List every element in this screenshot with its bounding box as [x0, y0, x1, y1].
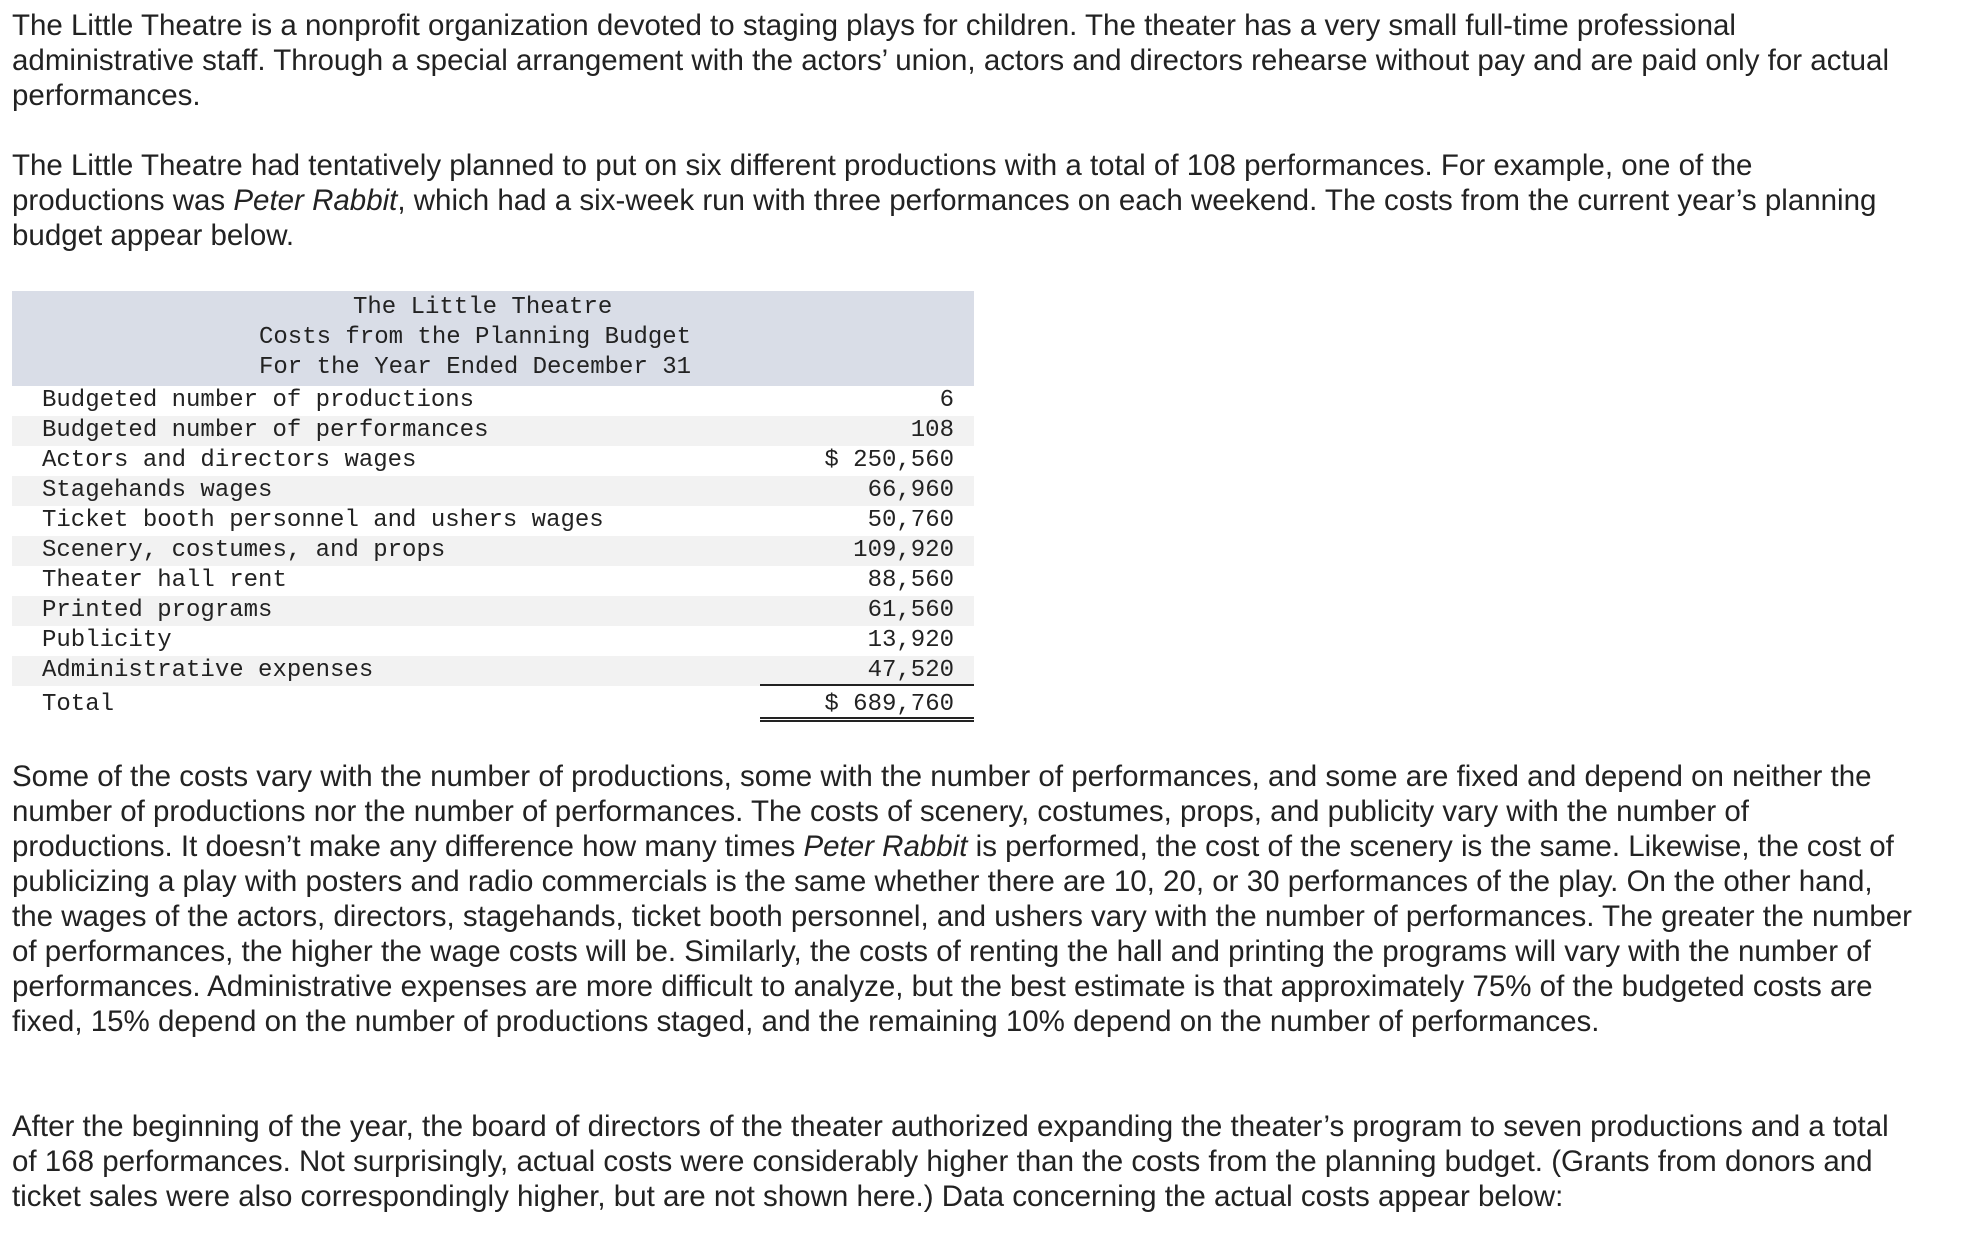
budget-row-value: 50,760: [867, 507, 954, 534]
actual-costs-paragraph: After the beginning of the year, the board of directors of the theater authorized expanding the theater’s program to seven productions and a total of 168 performances. Not surprisingly, actual costs were considerably higher than the costs from the planning budget. (Grants from donors and ticket sales were also correspondingly higher, but are not shown here.) Data concerning the actual costs appear below:: [12, 1110, 1889, 1213]
budget-row-label: Actors and directors wages: [42, 447, 417, 474]
budget-row-value: 13,920: [867, 627, 954, 654]
budget-row-value: 108: [910, 417, 954, 444]
play-title-peter-rabbit: Peter Rabbit: [233, 184, 398, 217]
cost-behavior-text-2: is performed, the cost of the scenery is the same. Likewise, the cost of publicizing a play with posters and radio commercials is the same whether there are 10, 20, or 30 performances of the play. On the other hand, the wages of the actors, directors, stagehands, ticket booth personnel, and ushers vary with the number of performances. The greater the number of performances, the higher the wage costs will be. Similarly, the costs of renting the hall and printing the programs will vary with the number of performances. Administrative expenses are more difficult to analyze, but the best estimate is that approximately 75% of the budgeted costs are fixed, 15% depend on the number of productions staged, and the remaining 10% depend on the number of performances.: [12, 830, 1912, 1038]
budget-row-theater-hall-rent: [12, 566, 974, 596]
budget-row-value: 61,560: [867, 597, 954, 624]
intro-paragraph: The Little Theatre is a nonprofit organization devoted to staging plays for children. The theater has a very small full-time professional administrative staff. Through a special arrangement with the actors’ union, actors and directors rehearse without pay and are paid only for actual performances.: [12, 9, 1890, 112]
budget-row-administrative-expenses: [12, 656, 974, 686]
planning-paragraph-text-2: , which had a six-week run with three performances on each weekend. The costs from the current year’s planning budget appear below.: [12, 184, 1877, 252]
planning-paragraph: [12, 148, 1912, 253]
planning-budget-table: [12, 291, 974, 722]
budget-row-label: Budgeted number of productions: [42, 387, 475, 414]
budget-row-productions: [12, 386, 974, 416]
budget-row-scenery-costumes-props: [12, 536, 974, 566]
play-title-peter-rabbit: Peter Rabbit: [803, 830, 968, 863]
budget-row-label: Stagehands wages: [42, 477, 273, 504]
budget-row-value: 47,520: [760, 656, 974, 686]
budget-title-line-3: For the Year Ended December 31: [259, 354, 692, 381]
budget-row-label: Printed programs: [42, 597, 273, 624]
budget-row-label: Ticket booth personnel and ushers wages: [42, 507, 604, 534]
budget-row-actors-directors-wages: [12, 446, 974, 476]
budget-table-body: [12, 386, 974, 722]
budget-total-label: Total: [42, 691, 115, 718]
planning-paragraph-text-1: The Little Theatre had tentatively planned to put on six different productions with a total of 108 performances. For example, one of the productions was: [12, 149, 1753, 217]
budget-title-line-1: The Little Theatre: [353, 294, 613, 321]
budget-row-label: Budgeted number of performances: [42, 417, 489, 444]
cost-behavior-paragraph: [12, 759, 1912, 1039]
budget-row-ticket-booth-ushers-wages: [12, 506, 974, 536]
budget-row-label: Publicity: [42, 627, 172, 654]
budget-row-publicity: [12, 626, 974, 656]
budget-row-value: 6: [939, 387, 954, 414]
budget-row-value: 66,960: [867, 477, 954, 504]
budget-title-line-2: Costs from the Planning Budget: [259, 324, 692, 351]
budget-row-stagehands-wages: [12, 476, 974, 506]
budget-table-header: [12, 291, 974, 386]
budget-row-printed-programs: [12, 596, 974, 626]
cost-behavior-text-1: Some of the costs vary with the number of productions, some with the number of performances, and some are fixed and depend on neither the number of productions nor the number of performances. The costs of scenery, costumes, props, and publicity vary with the number of productions. It doesn’t make any difference how many times: [12, 760, 1872, 863]
budget-row-label: Scenery, costumes, and props: [42, 537, 446, 564]
budget-row-total: [12, 688, 974, 722]
budget-row-label: Administrative expenses: [42, 657, 374, 684]
budget-row-value: 88,560: [867, 567, 954, 594]
budget-row-performances: [12, 416, 974, 446]
budget-row-value: 109,920: [853, 537, 954, 564]
budget-row-label: Theater hall rent: [42, 567, 287, 594]
budget-row-value: $ 250,560: [824, 447, 954, 474]
budget-total-value: $ 689,760: [760, 688, 974, 722]
